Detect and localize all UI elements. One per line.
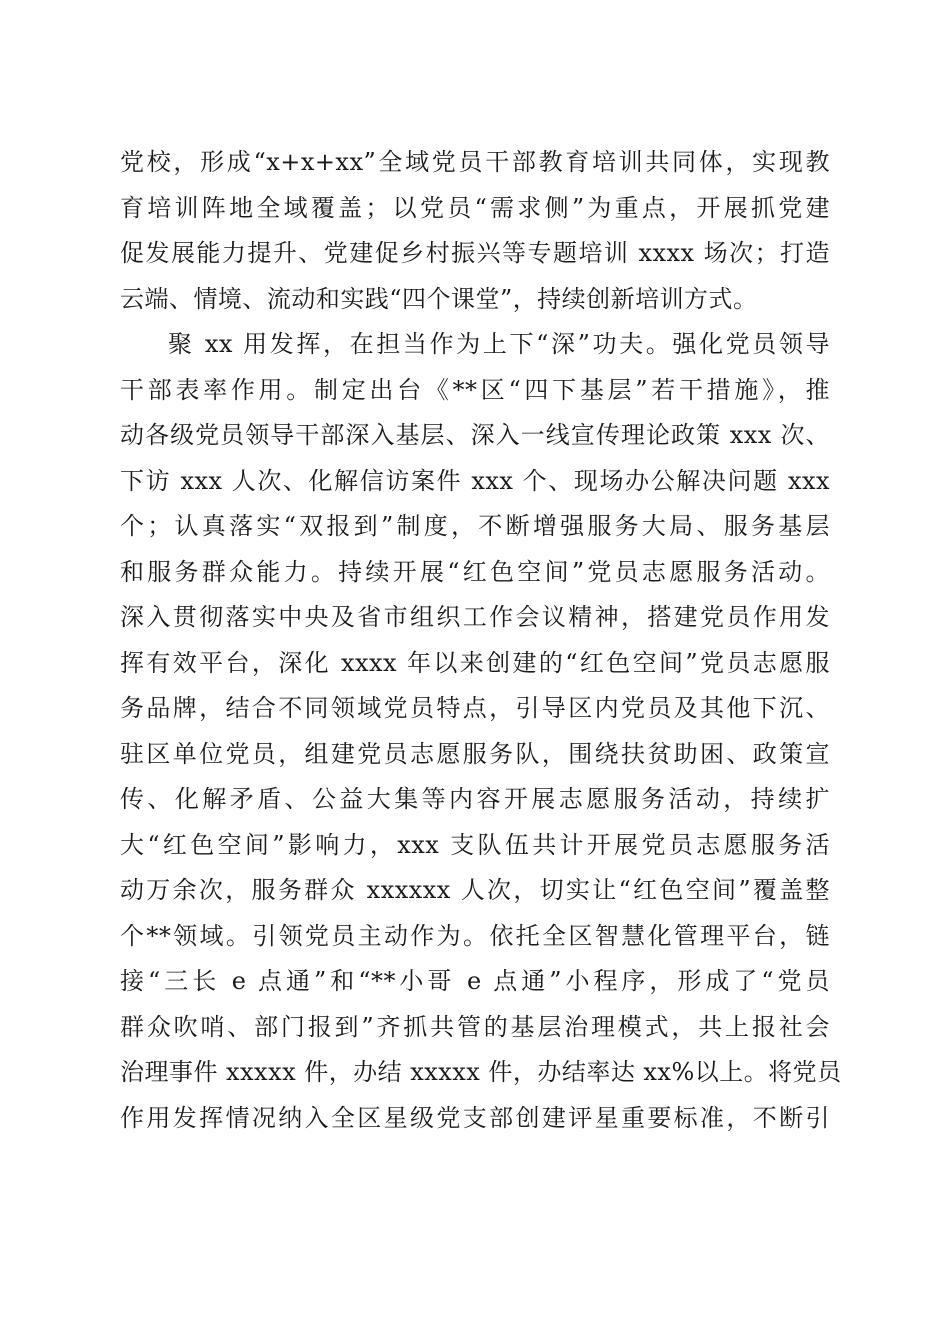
text-line: 个；认真落实“双报到”制度，不断增强服务大局、服务基层 bbox=[120, 512, 830, 540]
text-line: 群众吹哨、部门报到”齐抓共管的基层治理模式，共上报社会 bbox=[120, 1012, 830, 1041]
text-line: 治理事件 xxxxx 件，办结 xxxxx 件，办结率达 xx%以上。将党员 bbox=[120, 1058, 842, 1086]
text-line: 个**领域。引领党员主动作为。依托全区智慧化管理平台，链 bbox=[120, 921, 830, 950]
text-line: 育培训阵地全域覆盖；以党员“需求侧”为重点，开展抓党建 bbox=[120, 193, 830, 222]
text-line: 下访 xxx 人次、化解信访案件 xxx 个、现场办公解决问题 xxx bbox=[120, 466, 830, 495]
text-line: 促发展能力提升、党建促乡村振兴等专题培训 xxxx 场次；打造 bbox=[120, 239, 830, 267]
text-line: 接“三长 e 点通”和“**小哥 e 点通”小程序，形成了“党员 bbox=[120, 967, 830, 995]
text-line: 挥有效平台，深化 xxxx 年以来创建的“红色空间”党员志愿服 bbox=[120, 648, 830, 677]
text-line: 动万余次，服务群众 xxxxxx 人次，切实让“红色空间”覆盖整 bbox=[120, 876, 830, 904]
paragraph-first-line: 聚 xx 用发挥，在担当作为上下“深”功夫。强化党员领导 bbox=[168, 330, 830, 358]
text-line: 大“红色空间”影响力，xxx 支队伍共计开展党员志愿服务活 bbox=[120, 830, 830, 859]
text-line: 驻区单位党员，组建党员志愿服务队，围绕扶贫助困、政策宣 bbox=[120, 739, 830, 768]
text-line: 作用发挥情况纳入全区星级党支部创建评星重要标准，不断引 bbox=[120, 1103, 830, 1132]
text-line: 党校，形成“x+x+xx”全域党员干部教育培训共同体，实现教 bbox=[120, 148, 830, 176]
text-line: 深入贯彻落实中央及省市组织工作会议精神，搭建党员作用发 bbox=[120, 603, 830, 631]
text-line: 云端、情境、流动和实践“四个课堂”，持续创新培训方式。 bbox=[120, 284, 758, 313]
text-line: 传、化解矛盾、公益大集等内容开展志愿服务活动，持续扩 bbox=[120, 785, 830, 813]
body-text bbox=[120, 140, 842, 1141]
text-line: 和服务群众能力。持续开展“红色空间”党员志愿服务活动。 bbox=[120, 557, 830, 586]
text-line: 务品牌，结合不同领域党员特点，引导区内党员及其他下沉、 bbox=[120, 694, 830, 722]
text-line: 动各级党员领导干部深入基层、深入一线宣传理论政策 xxx 次、 bbox=[120, 421, 830, 449]
text-line: 干部表率作用。制定出台《**区“四下基层”若干措施》，推 bbox=[120, 375, 830, 404]
